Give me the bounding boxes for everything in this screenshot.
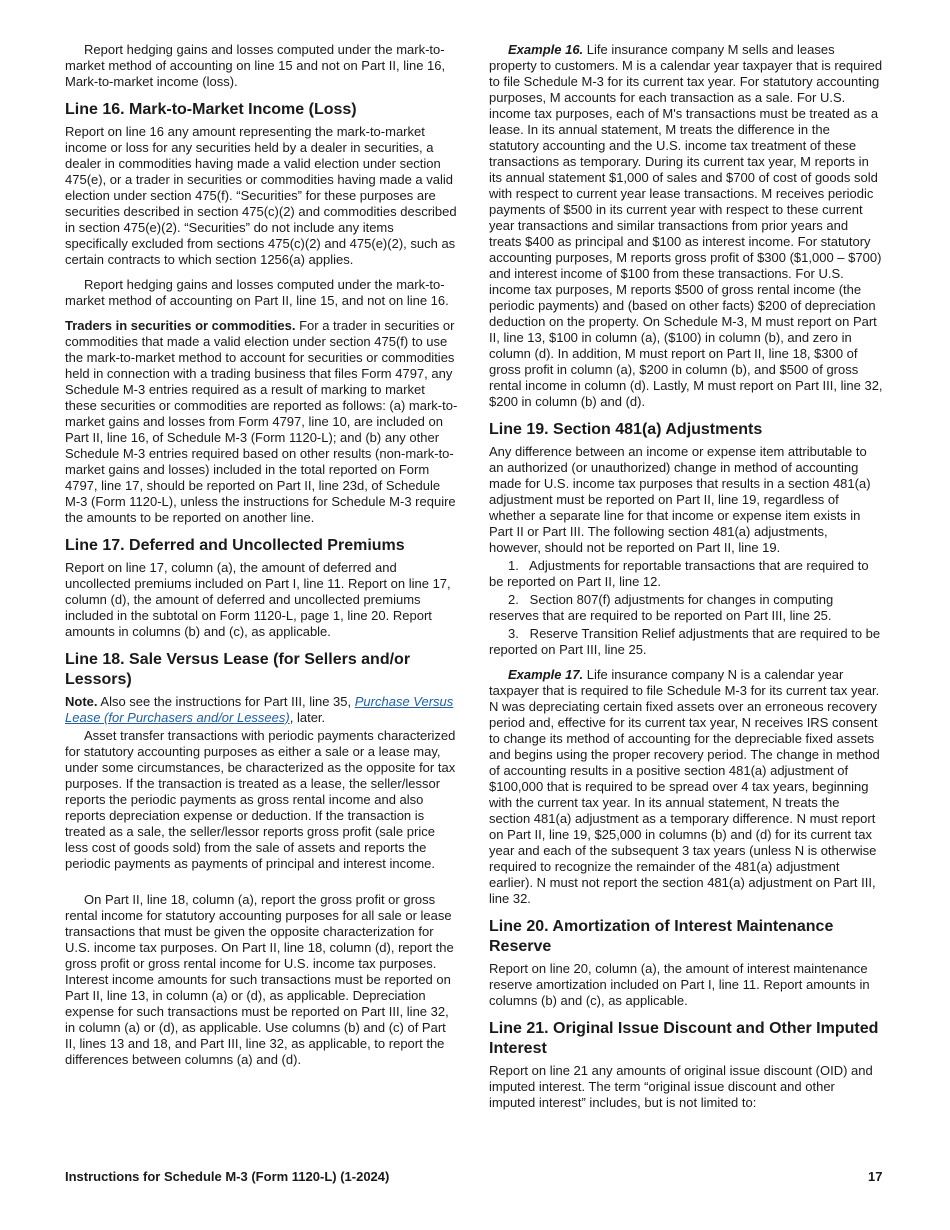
line-17-paragraph: Report on line 17, column (a), the amount of deferred and uncollected premiums included on Part I, line 11. Report on line 17, column (d), the amount of deferred and uncollected premiums included in the subtotal on Form 1120-L, page 1, line 20. Report amounts in columns (b) and (c), as applicable. <box>65 560 451 639</box>
note-text: Also see the instructions for Part III, line 35, <box>97 694 355 709</box>
note-paragraph <box>65 694 458 726</box>
heading-line-18: Line 18. Sale Versus Lease (for Sellers and/or Lessors) <box>65 651 411 688</box>
hedging-paragraph-2: Report hedging gains and losses computed under the mark-to-market method of accounting on Part II, line 15, and not on line 16. <box>65 277 449 308</box>
list-item-3: 3. Reserve Transition Relief adjustments that are required to be reported on Part III, line 25. <box>489 626 881 657</box>
footer-title: Instructions for Schedule M-3 (Form 1120-L) (1-2024) <box>65 1169 390 1184</box>
traders-text: For a trader in securities or commodities that made a valid election under section 475(f) to use the mark-to-market method to account for securities or commodities held in connection with a trading business that files Form 4797, any Schedule M-3 entries required as a result of marking to market these securities or commodities are reported as follows: (a) mark-to- market gains and losses from Form 4797, line 10, are included on Part II, line 16, of Schedule M-3 (Form 1120-L); and (b) any other Schedule M-3 entries required based on other results (non-mark-to-market gains and losses) included in the total reported on Form 4797, line 17, should be reported on Part II, line 23d, of Schedule M-3 (Form 1120-L), unless the instructions for Schedule M-3 require the amounts to be reported on another line. <box>65 318 458 525</box>
list-item-2: 2. Section 807(f) adjustments for changes in computing reserves that are required to be reported on Part III, line 25. <box>489 592 834 623</box>
left-column <box>65 42 458 1077</box>
line-16-paragraph: Report on line 16 any amount representing the mark-to-market income or loss for any securities held by a dealer in securities, a dealer in commodities having made a valid election under section 475(e), or a trader in securities or commodities having made a valid election under section 475(f). “Securities” for these purposes are securities described in section 475(c)(2) and commodities described in section 475(e)(2). “Securities” do not include any items specifically excluded from sections 475(c)(2) and 475(e)(2), such as certain contracts to which section 1256(a) applies. <box>65 124 457 267</box>
page-number: 17 <box>868 1169 883 1184</box>
example-17-text: Life insurance company N is a calendar year taxpayer that is required to file Schedule M-3 for its current tax year. N was depreciating certain fixed assets over an erroneous recovery period and, effective for its current tax year, N receives IRS consent to change its method of accounting for the depreciable fixed assets and begins using the proper recovery period. The change in method of accounting results in a positive section 481(a) adjustment of $100,000 that is required to be spread over 4 tax years, beginning with the current tax year. In its annual statement, N treats the section 481(a) adjustment as a temporary difference. N must report on Part II, line 19, $25,000 in columns (b) and (d) for its current tax year and each of the subsequent 3 tax years (unless N is otherwise required to recognize the remainder of the 481(a) adjustment earlier). N must not report the section 481(a) adjustment on Part III, line 32. <box>489 667 880 906</box>
line-20-paragraph: Report on line 20, column (a), the amount of interest maintenance reserve amortization included on Part I, line 11. Report amounts in columns (b) and (c), as applicable. <box>489 961 870 1008</box>
purchase-vs-lease-link[interactable]: Purchase Versus Lease (for Purchasers and/or Lessees) <box>65 694 454 725</box>
line-19-paragraph: Any difference between an income or expense item attributable to an authorized (or unauthorized) change in method of accounting made for U.S. income tax purposes that results in a section 481(a) adjustment must be reported on Part II, line 19, regardless of whether a separate line for that income or expense item exists in Part II or Part III. The following section 481(a) adjustments, however, should not be reported on Part II, line 19. <box>489 444 871 555</box>
example-17-paragraph <box>489 667 883 907</box>
traders-lead: Traders in securities or commodities. <box>65 318 296 333</box>
heading-line-20: Line 20. Amortization of Interest Maintenance Reserve <box>489 918 834 955</box>
traders-paragraph <box>65 318 458 526</box>
heading-line-21: Line 21. Original Issue Discount and Other Imputed Interest <box>489 1020 879 1057</box>
note-tail: , later. <box>289 710 326 725</box>
right-column <box>489 42 883 1120</box>
heading-line-17: Line 17. Deferred and Uncollected Premiums <box>65 537 405 554</box>
example-16-lead: Example 16. <box>508 42 584 57</box>
note-lead: Note. <box>65 694 98 709</box>
heading-line-16: Line 16. Mark-to-Market Income (Loss) <box>65 101 357 118</box>
asset-transfer-paragraph: Asset transfer transactions with periodic payments characterized for statutory accounting purposes as either a sale or a lease may, under some circumstances, be characterized as the opposite for tax purposes. If the transaction is treated as a lease, the seller/lessor reports the periodic payments as gross rental income and also reports depreciation expense or deduction. If the transaction is treated as a sale, the seller/lessor reports gross profit (sale price less cost of goods sold) from the sale of assets and reports the periodic payments as payments of principal and interest income. <box>65 728 456 871</box>
hedging-paragraph: Report hedging gains and losses computed under the mark-to-market method of accounting on line 15 and not on Part II, line 16, Mark-to-market income (loss). <box>65 42 446 89</box>
line-21-paragraph: Report on line 21 any amounts of original issue discount (OID) and imputed interest. The term “original issue discount and other imputed interest” includes, but is not limited to: <box>489 1063 873 1110</box>
heading-line-19: Line 19. Section 481(a) Adjustments <box>489 421 763 438</box>
example-16-paragraph <box>489 42 883 410</box>
part-ii-line-18-paragraph: On Part II, line 18, column (a), report the gross profit or gross rental income for statutory accounting purposes for all sale or lease transactions that must be given the opposite characterization for U.S. income tax purposes. On Part II, line 18, column (d), report the gross profit or gross rental income for U.S. income tax purposes. Interest income amounts for such transactions must be reported on Part II, line 13, in column (a) or (d), as applicable. Depreciation expense for such transactions must be reported on Part III, line 32, in column (a) or (d), as applicable. Use columns (b) and (c) of Part II, lines 13 and 18, and Part III, line 32, as applicable, to report the differences between columns (a) and (d). <box>65 892 454 1067</box>
example-16-text: Life insurance company M sells and leases property to customers. M is a calendar year taxpayer that is required to file Schedule M-3 for its current tax year. For statutory accounting purposes, M accounts for each transaction as a sale. For U.S. income tax purposes, each of M's transactions must be treated as a lease. In its annual statement, M treats the difference in the statutory accounting and the U.S. income tax treatment of these transactions as temporary. During its current tax year, M reports in its annual statement $1,000 of sales and $700 of cost of goods sold with respect to current year lease transactions. M receives periodic payments of $500 in its current year with respect to these current year transactions and similar transactions from prior years and treats $400 as principal and $100 as interest income. For statutory accounting purposes, M reports gross profit of $300 ($1,000 – $700) and interest income of $100 from these transactions. For U.S. income tax purposes, M reports $500 of gross rental income (the periodic payments) and (based on other facts) $200 of depreciation deduction on the property. On Schedule M-3, M must report on Part II, line 13, $100 in column (a), ($100) in column (b), and zero in column (d). In addition, M must report on Part II, line 18, $300 of gross profit in column (a), $200 in column (b), and $500 of gross rental income in column (d). Lastly, M must report on Part III, line 32, $200 in column (b) and (d). <box>489 42 883 409</box>
list-item-1: 1. Adjustments for reportable transactions that are required to be reported on Part II, line 12. <box>489 558 869 589</box>
example-17-lead: Example 17. <box>508 667 584 682</box>
